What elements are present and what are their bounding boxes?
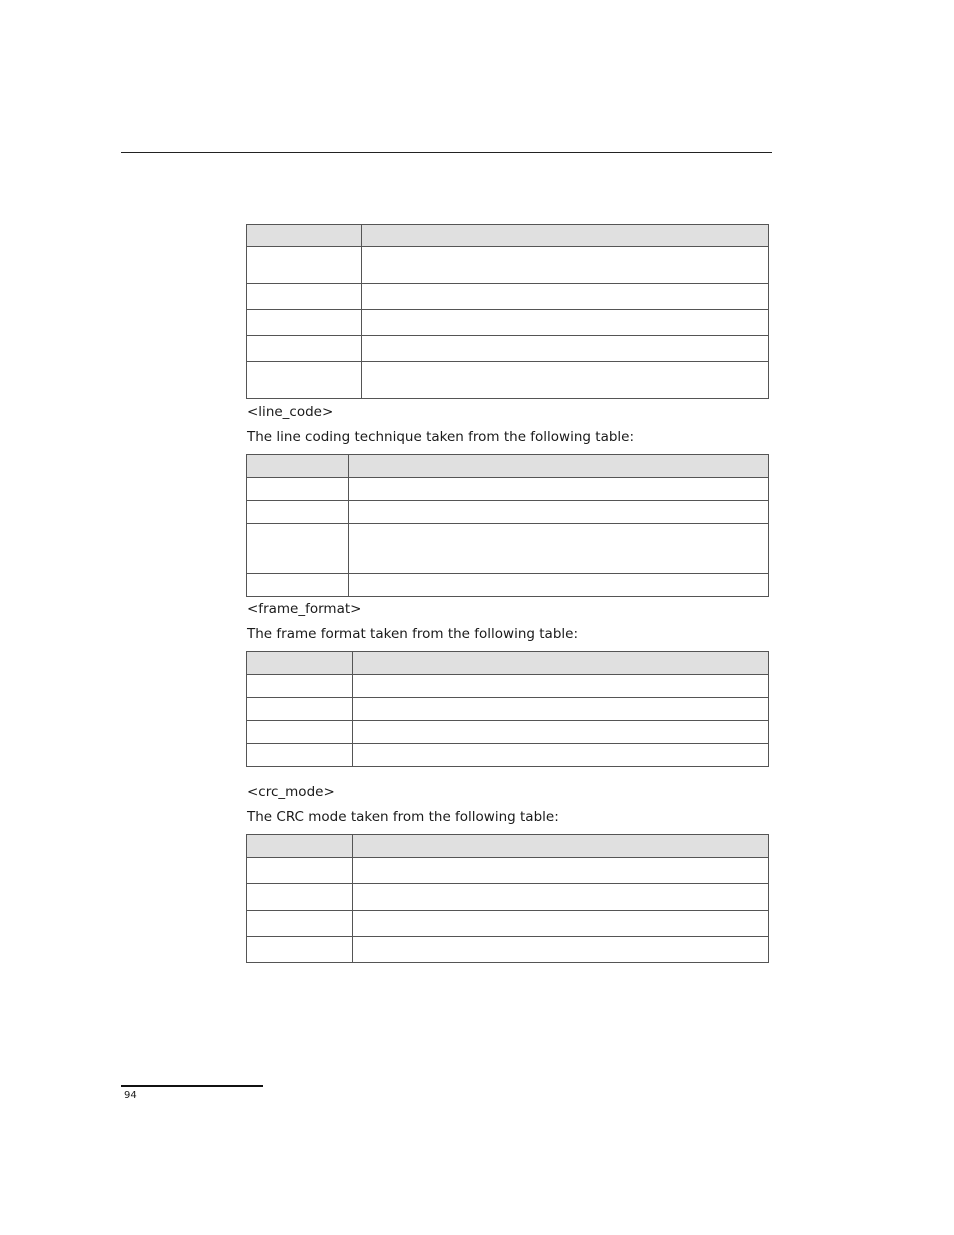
table-row — [247, 284, 769, 310]
table-row — [247, 937, 769, 963]
frame-format-table — [246, 651, 769, 767]
table-header-cell — [247, 652, 353, 675]
table-row — [247, 858, 769, 884]
crc-mode-table — [246, 834, 769, 963]
parameter-table — [246, 224, 769, 399]
param-line-code: <line_code> — [247, 404, 334, 420]
table-row — [247, 721, 769, 744]
table-row — [247, 524, 769, 574]
table-row — [247, 744, 769, 767]
table-header-cell — [247, 225, 362, 247]
table-row — [247, 911, 769, 937]
param-line-code-desc: The line coding technique taken from the following table: — [247, 429, 635, 445]
table-header-cell — [353, 835, 769, 858]
table-header-cell — [247, 835, 353, 858]
table-header-cell — [247, 455, 349, 478]
line-code-table — [246, 454, 769, 597]
table-row — [247, 247, 769, 284]
param-crc-mode: <crc_mode> — [247, 784, 335, 800]
page-number: 94 — [124, 1090, 137, 1101]
table-row — [247, 310, 769, 336]
param-frame-format-desc: The frame format taken from the following table: — [247, 626, 578, 642]
table-row — [247, 574, 769, 597]
table-row — [247, 698, 769, 721]
table-row — [247, 675, 769, 698]
footer-rule — [121, 1085, 263, 1087]
table-row — [247, 884, 769, 911]
table-row — [247, 362, 769, 399]
table-row — [247, 501, 769, 524]
table-header-cell — [353, 652, 769, 675]
table-row — [247, 336, 769, 362]
param-crc-mode-desc: The CRC mode taken from the following table: — [247, 809, 559, 825]
header-rule — [121, 152, 772, 153]
table-row — [247, 478, 769, 501]
table-header-cell — [362, 225, 769, 247]
param-frame-format: <frame_format> — [247, 601, 362, 617]
table-header-cell — [349, 455, 769, 478]
